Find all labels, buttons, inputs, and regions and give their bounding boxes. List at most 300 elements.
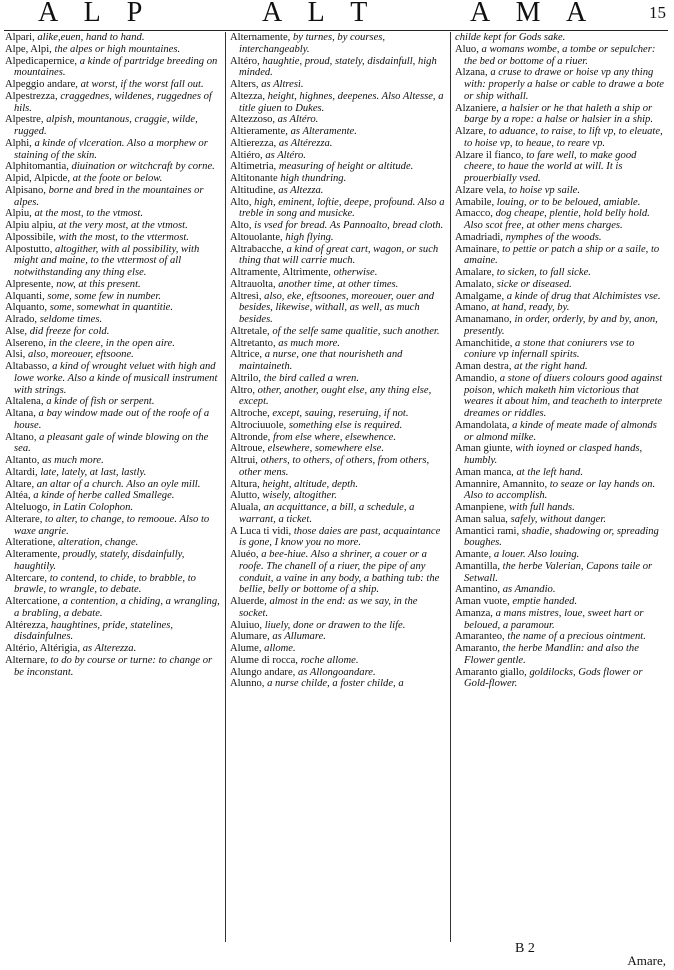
entry-headword: Alzare vela,	[455, 184, 507, 196]
entry-definition: a cruse to drawe or hoise vp any thing with: properly a halse or cable to drawe a bote or ship withall.	[464, 67, 664, 102]
entry-headword: Altiéro,	[230, 149, 263, 161]
entry-headword: Aluéo,	[230, 549, 259, 560]
entry-headword: Altretale,	[230, 325, 270, 337]
entry-headword: Alphitomantia,	[5, 161, 69, 173]
dictionary-entry	[230, 326, 446, 338]
entry-headword: Altana,	[5, 408, 36, 419]
dictionary-entry	[5, 432, 221, 456]
dictionary-entry	[230, 596, 446, 620]
dictionary-entry	[455, 479, 665, 503]
entry-headword: Alpedicapernice,	[5, 55, 78, 67]
entry-headword: Altramente, Altrimente,	[230, 267, 331, 278]
entry-headword: Amandio,	[455, 372, 498, 384]
entry-headword: Amanza,	[455, 607, 493, 619]
dictionary-entry	[230, 114, 446, 126]
entry-headword: Alpe, Alpi,	[5, 43, 52, 55]
entry-headword: Alsi,	[5, 349, 26, 361]
entry-headword: Altieramente,	[230, 126, 288, 137]
entry-headword: Aman manca,	[455, 466, 514, 478]
entry-headword: Altardi,	[5, 466, 38, 478]
entry-definition: with full hands.	[509, 502, 575, 513]
dictionary-entry	[230, 32, 446, 56]
entry-headword: Altéro,	[230, 55, 260, 67]
entry-definition: haughtie, proud, stately, disdainfull, high minded.	[239, 55, 437, 79]
dictionary-entry	[5, 514, 221, 538]
entry-headword: Altério, Altérigia,	[5, 643, 81, 654]
entry-definition: as much more.	[278, 337, 340, 349]
dictionary-entry	[5, 138, 221, 162]
header-left-guideword: A L P	[38, 0, 153, 28]
entry-headword: Alpestrezza,	[5, 90, 58, 102]
dictionary-entry	[5, 502, 221, 514]
entry-headword: Altitonante	[230, 173, 278, 184]
dictionary-entry	[230, 79, 446, 91]
entry-headword: Altabasso,	[5, 361, 50, 372]
entry-definition: to alter, to change, to remooue. Also to waxe angrie.	[14, 513, 210, 537]
entry-definition: to contend, to chide, to brabble, to brawle, to wrangle, to debate.	[14, 572, 196, 596]
entry-headword: Alpestre,	[5, 114, 44, 126]
entry-headword: Alzaniere,	[455, 102, 499, 114]
entry-headword: Amano,	[455, 302, 489, 314]
entry-definition: nymphes of the woods.	[505, 231, 602, 243]
dictionary-entry	[230, 443, 446, 455]
entry-definition: at hand, ready, by.	[491, 302, 570, 314]
dictionary-entry	[455, 291, 665, 303]
dictionary-entry	[455, 608, 665, 632]
entry-definition: sicke or diseased.	[496, 278, 572, 290]
entry-definition: at worst, if the worst fall out.	[80, 79, 204, 90]
dictionary-entry	[455, 467, 665, 479]
entry-definition: a kinde of drug that Alchimistes vse.	[506, 290, 661, 302]
dictionary-entry	[455, 420, 665, 444]
entry-definition: as Altérezza.	[278, 137, 333, 149]
entry-definition: a kinde of fish or serpent.	[46, 396, 155, 408]
entry-headword: Aluerde,	[230, 596, 267, 607]
dictionary-entry	[455, 232, 665, 244]
entry-definition: also, moreouer, eftsoone.	[27, 349, 134, 361]
dictionary-entry	[230, 643, 446, 655]
dictionary-entry	[5, 32, 221, 44]
dictionary-entry	[230, 420, 446, 432]
entry-definition: at the very most, at the vtmost.	[58, 220, 188, 231]
entry-headword: Altano,	[5, 431, 37, 443]
entry-definition: those daies are past, acquaintance is gone, I know you no more.	[239, 525, 441, 549]
entry-definition: a contention, a chiding, a wrangling, a brabling, a debate.	[14, 596, 220, 619]
dictionary-entry	[455, 314, 665, 338]
dictionary-entry	[5, 479, 221, 491]
dictionary-entry	[455, 279, 665, 291]
entry-headword: Amalare,	[455, 267, 495, 278]
entry-definition: at the left hand.	[516, 466, 583, 478]
entry-headword: Altroche,	[230, 408, 270, 419]
entry-headword: Amaranteo,	[455, 631, 505, 643]
dictionary-entry	[5, 220, 221, 232]
dictionary-entry	[230, 549, 446, 596]
dictionary-entry	[455, 302, 665, 314]
dictionary-entry	[5, 326, 221, 338]
entry-headword: Altérezza,	[5, 619, 49, 631]
entry-headword: A Luca ti vidi,	[230, 525, 292, 537]
entry-headword: Alteramente,	[5, 549, 61, 560]
dictionary-entry	[5, 56, 221, 80]
entry-definition: seldome times.	[39, 314, 103, 325]
dictionary-entry	[455, 338, 665, 362]
entry-headword: Altrauolta,	[230, 278, 276, 290]
entry-headword: Alse,	[5, 325, 28, 337]
entry-headword: Alume di rocca,	[230, 654, 298, 666]
dictionary-entry	[455, 267, 665, 279]
dictionary-entry	[5, 44, 221, 56]
entry-definition: high thundring.	[280, 173, 347, 184]
entry-definition: a kinde of herbe called Smallege.	[33, 490, 175, 502]
entry-headword: Aluo,	[455, 43, 479, 55]
entry-headword: Amante,	[455, 549, 492, 560]
entry-headword: Amacco,	[455, 208, 493, 220]
entry-definition: liuely, done or drawen to the life.	[264, 619, 406, 631]
entry-definition: as Altresì.	[261, 79, 304, 90]
dictionary-entry	[230, 678, 446, 690]
dictionary-entry	[230, 220, 446, 232]
dictionary-entry	[5, 91, 221, 115]
entry-headword: Alpeggio andare,	[5, 79, 78, 90]
entry-headword: Aman vuote,	[455, 596, 510, 607]
dictionary-entry	[230, 291, 446, 326]
entry-definition: a mans mistres, loue, sweet hart or beloued, a paramour.	[464, 607, 644, 631]
dictionary-entry	[455, 185, 665, 197]
entry-headword: Altitudine,	[230, 184, 276, 196]
entry-headword: Amanamano,	[455, 314, 512, 325]
entry-headword: Alpresente,	[5, 278, 54, 290]
entry-definition: a stone that coniurers vse to coniure vp infernall spirits.	[464, 337, 635, 361]
entry-headword: Alphi,	[5, 137, 32, 149]
header-rule	[4, 30, 668, 31]
dictionary-entry	[5, 349, 221, 361]
entry-definition: some, somewhat in quantitie.	[49, 302, 174, 314]
entry-headword: Amalgame,	[455, 290, 505, 302]
entry-headword: Alsereno,	[5, 337, 46, 349]
entry-definition: the name of a precious ointment.	[507, 631, 646, 643]
entry-definition: to sicken, to fall sicke.	[496, 267, 591, 278]
entry-headword: Alters,	[230, 79, 259, 90]
dictionary-entry	[455, 526, 665, 550]
dictionary-entry	[455, 502, 665, 514]
entry-definition: as Amandio.	[502, 584, 556, 596]
entry-definition: otherwise.	[333, 267, 378, 278]
entry-definition: other, another, ought else, any thing else, except.	[239, 384, 432, 408]
entry-headword: Altercare,	[5, 572, 48, 584]
dictionary-entry	[455, 596, 665, 608]
entry-definition: an altar of a church. Also an oyle mill.	[36, 478, 201, 490]
dictionary-entry	[230, 620, 446, 632]
entry-definition: measuring of height or altitude.	[278, 161, 414, 173]
dictionary-entry	[230, 91, 446, 115]
entry-definition: alpish, mountanous, craggie, wilde, rugged.	[14, 114, 198, 137]
entry-definition: from else where, elsewhence.	[272, 431, 397, 443]
entry-headword: Alpostutto,	[5, 243, 53, 255]
entry-definition: as Alterezza.	[82, 643, 137, 654]
entry-definition: in Latin Colophon.	[52, 502, 134, 513]
entry-definition: another time, at other times.	[278, 278, 399, 290]
entry-definition: to seaze or lay hands on. Also to accomplish.	[464, 478, 656, 502]
dictionary-entry	[455, 44, 665, 68]
dictionary-entry	[230, 631, 446, 643]
dictionary-entry	[230, 502, 446, 526]
dictionary-entry	[230, 385, 446, 409]
dictionary-entry	[230, 150, 446, 162]
dictionary-column-2	[230, 32, 446, 938]
entry-headword: Altouolante,	[230, 231, 283, 243]
entry-definition: some, some few in number.	[47, 290, 161, 302]
entry-definition: in the cleere, in the open aire.	[48, 337, 175, 349]
dictionary-entry	[5, 302, 221, 314]
dictionary-entry	[5, 537, 221, 549]
dictionary-entry	[5, 173, 221, 185]
entry-headword: Alternamente,	[230, 32, 291, 43]
dictionary-entry	[455, 150, 665, 185]
dictionary-entry	[455, 584, 665, 596]
dictionary-entry	[455, 103, 665, 127]
dictionary-entry	[230, 138, 446, 150]
entry-definition: as Alteramente.	[290, 126, 357, 137]
entry-headword: Altro,	[230, 384, 256, 396]
dictionary-entry	[230, 432, 446, 444]
entry-definition: to do by course or turne: to change or be inconstant.	[14, 654, 213, 678]
entry-definition: a kind of great cart, wagon, or such thing that will carrie much.	[239, 243, 439, 267]
dictionary-entry	[230, 408, 446, 420]
entry-definition: in order, orderly, by and by, anon, presently.	[464, 314, 658, 337]
dictionary-entry	[455, 443, 665, 467]
dictionary-entry	[230, 349, 446, 373]
entry-definition: the alpes or high mountaines.	[54, 43, 181, 55]
dictionary-entry	[455, 197, 665, 209]
entry-headword: Alrado,	[5, 314, 38, 325]
dictionary-entry	[230, 667, 446, 679]
dictionary-entry	[230, 126, 446, 138]
entry-definition: craggednes, wildenes, ruggednes of hils.	[14, 90, 212, 114]
dictionary-entry	[230, 455, 446, 479]
entry-definition: of the selfe same qualitie, such another.	[272, 325, 440, 337]
entry-definition: allome.	[264, 643, 296, 654]
entry-headword: Alto,	[230, 220, 252, 231]
dictionary-column-3	[455, 32, 665, 938]
entry-headword: Alpari,	[5, 32, 35, 43]
dictionary-entry	[230, 185, 446, 197]
entry-definition: diuination or witchcraft by corne.	[71, 161, 215, 173]
dictionary-entry	[230, 655, 446, 667]
entry-definition: others, to others, of others, from others, other mens.	[239, 455, 430, 478]
entry-headword: Alpisano,	[5, 184, 46, 196]
dictionary-entry	[230, 232, 446, 244]
entry-headword: Alzana,	[455, 67, 488, 79]
entry-definition: a pleasant gale of winde blowing on the sea.	[14, 431, 209, 455]
entry-definition: a womans wombe, a tombe or sepulcher: the bed or bottome of a riuer.	[464, 43, 656, 67]
entry-headword: Amalato,	[455, 278, 495, 290]
entry-headword: Alpiu alpiu,	[5, 220, 56, 231]
entry-definition: alteration, change.	[57, 537, 139, 549]
entry-definition: the herbe Mandlin: and also the Flower gentle.	[464, 643, 639, 666]
entry-headword: Amantilla,	[455, 560, 501, 572]
dictionary-entry	[5, 596, 221, 620]
dictionary-entry	[455, 208, 665, 232]
entry-definition: a kinde of vlceration. Also a morphew or staining of the skin.	[14, 137, 208, 161]
dictionary-entry	[5, 161, 221, 173]
entry-definition: height, altitude, depth.	[262, 478, 358, 490]
entry-headword: Altrice,	[230, 349, 263, 361]
entry-headword: Altéa,	[5, 490, 31, 502]
entry-definition: at the most, to the vtmost.	[34, 208, 144, 220]
entry-definition: alike,euen, hand to hand.	[37, 32, 145, 43]
entry-headword: Alteluogo,	[5, 502, 51, 513]
entry-definition: at the right hand.	[514, 361, 588, 372]
dictionary-entry	[455, 549, 665, 561]
entry-definition: a halsier or he that haleth a ship or barge by a rope: a halse or halsier in a ship.	[464, 102, 654, 126]
entry-definition: almost in the end: as we say, in the socket.	[239, 596, 418, 619]
entry-definition: a bee-hiue. Also a shriner, a couer or a roofe. The chanell of a riuer, the pipe of any conduit, a vaine in any body, a bathing tub: the bellie, belly or bottome of a ship.	[239, 549, 440, 596]
entry-definition: roche allome.	[300, 654, 359, 666]
dictionary-entry	[455, 244, 665, 268]
entry-definition: haughtines, pride, statelines, disdainfulnes.	[14, 619, 174, 643]
dictionary-entry	[5, 655, 221, 679]
dictionary-entry	[5, 338, 221, 350]
dictionary-column-1	[5, 32, 221, 938]
entry-headword: Alpid, Alpicde,	[5, 173, 71, 184]
entry-headword: Altronde,	[230, 431, 271, 443]
entry-definition: a bay window made out of the roofe of a house.	[14, 408, 210, 431]
header-center-guideword: A L T	[262, 0, 378, 28]
dictionary-entry	[5, 455, 221, 467]
dictionary-entry	[5, 185, 221, 209]
entry-headword: Altroue,	[230, 443, 266, 455]
dictionary-entry	[455, 631, 665, 643]
entry-definition: a nurse, one that nourisheth and maintaineth.	[239, 349, 403, 372]
entry-definition: with ioyned or clasped hands, humbly.	[464, 443, 643, 466]
page-number: 15	[649, 3, 666, 22]
dictionary-entry	[5, 573, 221, 597]
entry-definition: height, highnes, deepenes. Also Altesse, a title giuen to Dukes.	[239, 90, 444, 114]
dictionary-entry	[230, 279, 446, 291]
entry-headword: Alzare il fianco,	[455, 149, 524, 161]
header-right-guideword: A M A	[470, 0, 597, 28]
dictionary-entry	[5, 208, 221, 220]
entry-headword: Altierezza,	[230, 137, 277, 149]
dictionary-entry	[5, 643, 221, 655]
entry-headword: Amanpiene,	[455, 502, 507, 513]
entry-headword: Altalena,	[5, 396, 44, 408]
dictionary-entry	[5, 79, 221, 91]
entry-definition: something else is required.	[288, 419, 403, 431]
entry-headword: Altimetria,	[230, 161, 277, 173]
entry-definition: a kinde of partridge breeding on mountaines.	[14, 55, 218, 79]
dictionary-entry	[455, 67, 665, 102]
dictionary-entry	[230, 197, 446, 221]
entry-definition: wisely, altogither.	[262, 490, 337, 502]
entry-definition: to pettie or patch a ship or a saile, to amaine.	[464, 243, 660, 267]
dictionary-entry	[5, 114, 221, 138]
entry-headword: Amannire, Amannito,	[455, 478, 548, 490]
column-divider-1	[225, 32, 226, 942]
entry-definition: by turnes, by courses, interchangeably.	[239, 32, 386, 55]
entry-headword: Alpiu,	[5, 208, 32, 220]
dictionary-entry	[5, 396, 221, 408]
running-header	[0, 0, 674, 30]
entry-definition: a kinde of meate made of almonds or almond milke.	[464, 419, 657, 443]
dictionary-entry	[455, 373, 665, 420]
entry-headword: Aman salua,	[455, 513, 508, 525]
entry-definition: a kind of wrought veluet with high and lowe worke. Also a kinde of musicall instrument with strings.	[14, 361, 218, 396]
entry-headword: Aluiuo,	[230, 619, 263, 631]
entry-headword: Alzare,	[455, 126, 486, 137]
dictionary-entry	[455, 361, 665, 373]
entry-definition: as much more.	[42, 455, 104, 466]
entry-definition: a nurse childe, a foster childe, a	[267, 678, 404, 690]
dictionary-entry	[5, 620, 221, 644]
entry-definition: as Allumare.	[272, 631, 326, 643]
entry-headword: Alterare,	[5, 513, 43, 525]
entry-headword: Alpossibile,	[5, 231, 56, 243]
entry-headword: Altezzoso,	[230, 114, 276, 126]
dictionary-entry	[455, 514, 665, 526]
entry-definition: shadie, shadowing or, spreading boughes.	[464, 525, 659, 549]
entry-definition: proudly, stately, disdainfully, haughtily.	[14, 549, 185, 572]
entry-definition: the bird called a wren.	[263, 372, 359, 384]
entry-headword: Alumare,	[230, 631, 270, 643]
entry-definition: an acquittance, a bill, a schedule, a warrant, a ticket.	[239, 502, 415, 525]
entry-headword: Alume,	[230, 643, 262, 654]
entry-headword: Amabile,	[455, 196, 495, 208]
dictionary-entry	[455, 32, 665, 44]
entry-headword: Amainare,	[455, 243, 500, 255]
dictionary-entry	[5, 549, 221, 573]
entry-definition: dog cheape, plentie, hold belly hold. Also scot free, at other mens charges.	[464, 208, 650, 231]
dictionary-entry	[5, 232, 221, 244]
entry-definition: to hoise vp saile.	[508, 184, 581, 196]
entry-definition: late, lately, at last, lastly.	[40, 466, 147, 478]
entry-definition: as Allongoandare.	[297, 666, 376, 678]
entry-headword: Aman destra,	[455, 361, 512, 372]
entry-definition: high, eminent, loftie, deepe, profound. Also a treble in song and musicke.	[239, 196, 445, 220]
entry-headword: Amantino,	[455, 584, 501, 596]
entry-definition: safely, without danger.	[510, 513, 606, 525]
entry-headword: Amaranto,	[455, 643, 501, 654]
dictionary-entry	[230, 490, 446, 502]
dictionary-entry	[5, 361, 221, 396]
entry-definition: as Altéro.	[265, 149, 306, 161]
entry-definition: elsewhere, somewhere else.	[267, 443, 384, 455]
entry-headword: Altrui,	[230, 455, 258, 466]
entry-headword: Alunno,	[230, 678, 265, 690]
entry-headword: Altretanto,	[230, 337, 276, 349]
entry-headword: Alquanto,	[5, 302, 48, 314]
entry-definition: emptie handed.	[512, 596, 578, 607]
entry-definition: to fare well, to make good cheere, to haue the world at will. It is prouerbially vsed.	[464, 149, 637, 184]
entry-headword: Altrabacche,	[230, 243, 284, 255]
entry-definition: louing, or to be beloued, amiable.	[496, 196, 641, 208]
dictionary-entry	[5, 408, 221, 432]
entry-headword: Altura,	[230, 478, 260, 490]
dictionary-entry	[230, 526, 446, 550]
entry-headword: Alteratione,	[5, 537, 56, 549]
page-footer	[0, 941, 674, 969]
entry-headword: Altrilo,	[230, 372, 261, 384]
dictionary-entry	[230, 244, 446, 268]
dictionary-entry	[5, 490, 221, 502]
dictionary-entry	[5, 291, 221, 303]
entry-definition: as Altéro.	[277, 114, 319, 126]
dictionary-entry	[455, 126, 665, 150]
entry-headword: Amadriadi,	[455, 231, 503, 243]
dictionary-entry	[5, 467, 221, 479]
entry-definition: goldilocks, Gods flower or Gold-flower.	[464, 666, 643, 690]
